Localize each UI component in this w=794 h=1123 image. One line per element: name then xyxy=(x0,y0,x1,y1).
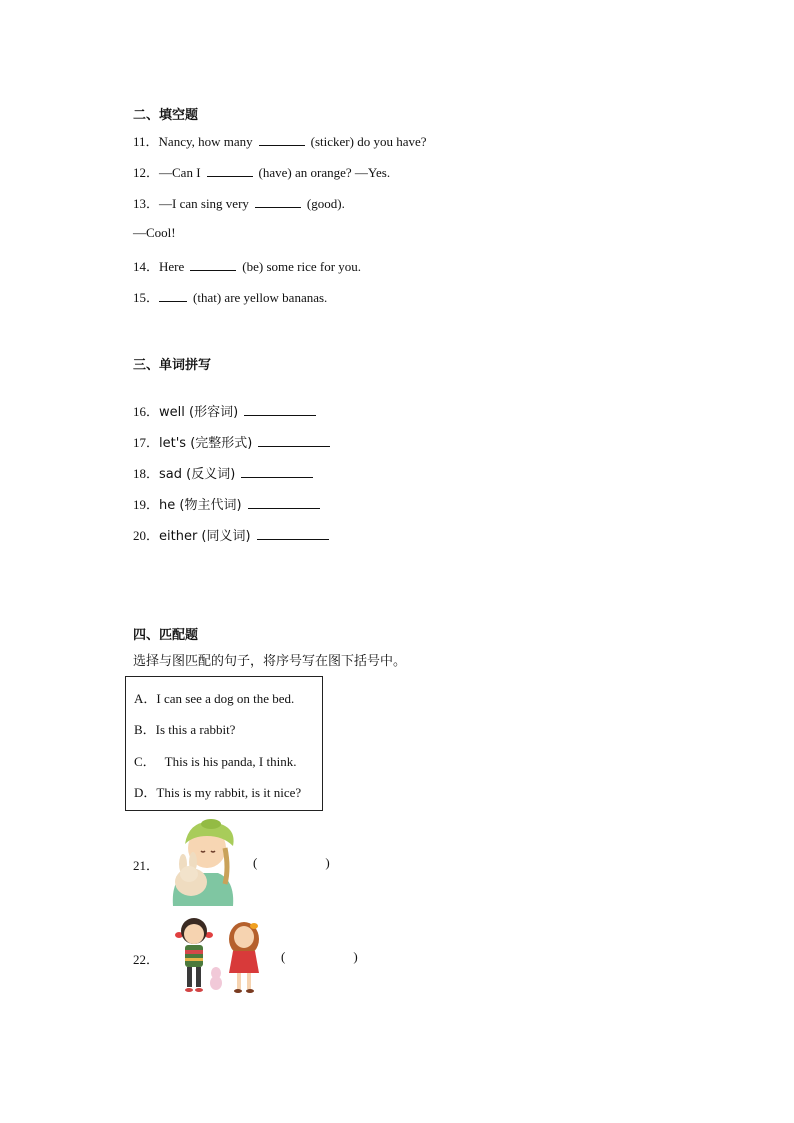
option-text: Is this a rabbit? xyxy=(155,722,236,737)
open-paren: ( xyxy=(281,949,286,964)
question-text: —I can sing very xyxy=(159,196,249,211)
question-text: well (形容词) xyxy=(159,405,239,420)
option-text: This is his panda, I think. xyxy=(161,754,297,769)
option-a xyxy=(134,688,294,707)
question-number: 19． xyxy=(133,497,160,512)
girl-hugging-rabbit-illustration xyxy=(163,818,245,910)
option-key: D． xyxy=(134,785,157,800)
question-13-reply: —Cool! xyxy=(133,225,176,240)
section-title-fill-blank: 二、填空题 xyxy=(133,108,199,123)
question-number: 18． xyxy=(133,466,160,481)
question-number: 16． xyxy=(133,404,160,419)
answer-blank[interactable] xyxy=(244,403,316,416)
question-20 xyxy=(133,525,335,544)
girl-rabbit-icon xyxy=(163,818,245,906)
open-paren: ( xyxy=(253,855,258,870)
option-text: I can see a dog on the bed. xyxy=(156,691,295,706)
option-text: This is my rabbit, is it nice? xyxy=(156,785,302,800)
question-19 xyxy=(133,494,326,513)
question-hint: (be) some rice for you. xyxy=(242,259,362,274)
question-text: —Can I xyxy=(159,165,201,180)
answer-parentheses-21[interactable] xyxy=(253,855,330,871)
matching-instruction: 选择与图匹配的句子，将序号写在图下括号中。 xyxy=(133,654,407,669)
answer-blank[interactable] xyxy=(257,527,329,540)
close-paren: ) xyxy=(353,949,358,964)
question-11 xyxy=(133,131,427,150)
answer-blank[interactable] xyxy=(159,289,187,302)
question-hint: (have) an orange? —Yes. xyxy=(258,165,391,180)
answer-blank[interactable] xyxy=(248,496,320,509)
question-15 xyxy=(133,287,327,306)
question-text: Here xyxy=(159,259,185,274)
question-hint: (sticker) do you have? xyxy=(310,134,427,149)
option-key: A． xyxy=(134,691,157,706)
two-girls-icon xyxy=(175,917,271,995)
answer-blank[interactable] xyxy=(190,258,236,271)
question-number: 14． xyxy=(133,259,160,274)
option-key: C． xyxy=(134,754,156,769)
section-title-spelling: 三、单词拼写 xyxy=(133,358,212,373)
question-number: 13． xyxy=(133,196,160,211)
question-text: sad (反义词) xyxy=(159,467,236,482)
answer-blank[interactable] xyxy=(255,195,301,208)
question-text: either (同义词) xyxy=(159,529,251,544)
answer-blank[interactable] xyxy=(207,164,253,177)
two-girls-with-rabbit-illustration xyxy=(175,917,271,999)
question-21-number: 21． xyxy=(133,858,160,873)
option-c xyxy=(134,751,296,770)
close-paren: ) xyxy=(325,855,330,870)
question-hint: (that) are yellow bananas. xyxy=(193,290,328,305)
options-box xyxy=(125,676,323,811)
question-text: let's (完整形式) xyxy=(159,436,253,451)
answer-blank[interactable] xyxy=(258,434,330,447)
question-number: 17． xyxy=(133,435,160,450)
question-number: 11． xyxy=(133,134,159,149)
option-d xyxy=(134,782,301,801)
question-hint: (good). xyxy=(306,196,345,211)
answer-blank[interactable] xyxy=(241,465,313,478)
question-text: he (物主代词) xyxy=(159,498,242,513)
question-12 xyxy=(133,162,390,181)
question-16 xyxy=(133,401,322,420)
option-b xyxy=(134,719,235,738)
question-13 xyxy=(133,193,345,212)
question-text: Nancy, how many xyxy=(158,134,253,149)
question-number: 12． xyxy=(133,165,160,180)
answer-parentheses-22[interactable] xyxy=(281,949,358,965)
question-22-number: 22． xyxy=(133,952,160,967)
question-number: 15． xyxy=(133,290,160,305)
question-17 xyxy=(133,432,336,451)
question-14 xyxy=(133,256,361,275)
question-18 xyxy=(133,463,319,482)
option-key: B． xyxy=(134,722,156,737)
question-number: 20． xyxy=(133,528,160,543)
answer-blank[interactable] xyxy=(259,133,305,146)
section-title-matching: 四、匹配题 xyxy=(133,628,199,643)
